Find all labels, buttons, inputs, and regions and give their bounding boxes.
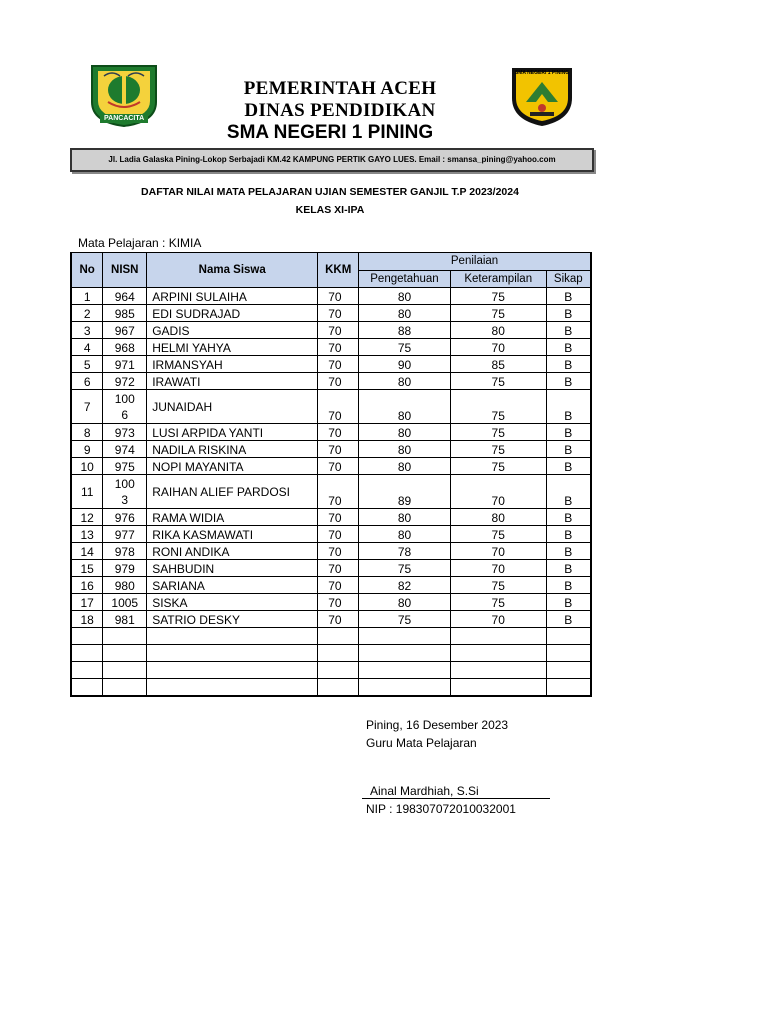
cell-sikap: B	[546, 288, 591, 305]
empty-cell	[450, 679, 546, 697]
cell-nisn: 972	[103, 373, 147, 390]
cell-keterampilan: 75	[450, 441, 546, 458]
cell-kkm: 70	[318, 475, 359, 509]
empty-cell	[71, 679, 103, 697]
table-row	[71, 458, 591, 475]
cell-kkm: 70	[318, 543, 359, 560]
empty-cell	[359, 645, 451, 662]
grades-table	[70, 252, 592, 697]
empty-cell	[147, 628, 318, 645]
cell-name: IRAWATI	[147, 373, 318, 390]
subject-label: Mata Pelajaran : KIMIA	[78, 236, 202, 250]
cell-pengetahuan: 75	[359, 339, 451, 356]
cell-pengetahuan: 75	[359, 611, 451, 628]
col-header-pengetahuan: Pengetahuan	[359, 270, 451, 288]
cell-keterampilan: 75	[450, 526, 546, 543]
cell-name: GADIS	[147, 322, 318, 339]
cell-sikap: B	[546, 373, 591, 390]
document-title: DAFTAR NILAI MATA PELAJARAN UJIAN SEMESTER GANJIL T.P 2023/2024	[141, 186, 519, 198]
cell-kkm: 70	[318, 288, 359, 305]
cell-keterampilan: 80	[450, 509, 546, 526]
cell-nisn: 975	[103, 458, 147, 475]
cell-pengetahuan: 80	[359, 594, 451, 611]
cell-name: IRMANSYAH	[147, 356, 318, 373]
cell-sikap: B	[546, 322, 591, 339]
signature-line	[362, 798, 550, 799]
place-date: Pining, 16 Desember 2023	[366, 718, 509, 732]
table-row	[71, 373, 591, 390]
empty-cell	[71, 628, 103, 645]
cell-pengetahuan: 80	[359, 458, 451, 475]
empty-cell	[147, 662, 318, 679]
cell-nisn: 980	[103, 577, 147, 594]
aceh-emblem-text: PANCACITA	[104, 115, 145, 122]
col-header-no: No	[71, 253, 103, 288]
cell-name: JUNAIDAH	[147, 390, 318, 424]
empty-table-row	[71, 662, 591, 679]
cell-nisn: 981	[103, 611, 147, 628]
cell-no: 6	[71, 373, 103, 390]
cell-no: 12	[71, 509, 103, 526]
cell-nisn: 974	[103, 441, 147, 458]
cell-sikap: B	[546, 475, 591, 509]
cell-kkm: 70	[318, 577, 359, 594]
table-row	[71, 594, 591, 611]
table-row	[71, 305, 591, 322]
cell-no: 16	[71, 577, 103, 594]
cell-pengetahuan: 80	[359, 390, 451, 424]
table-row	[71, 543, 591, 560]
table-row	[71, 390, 591, 424]
empty-cell	[546, 628, 591, 645]
cell-pengetahuan: 80	[359, 441, 451, 458]
school-emblem-text: SMA NEGERI 1 PINING	[514, 70, 570, 76]
cell-no: 17	[71, 594, 103, 611]
cell-nisn: 967	[103, 322, 147, 339]
cell-name: LUSI ARPIDA YANTI	[147, 424, 318, 441]
cell-keterampilan: 85	[450, 356, 546, 373]
cell-nisn-line: 6	[121, 407, 129, 422]
cell-no: 5	[71, 356, 103, 373]
class-label: KELAS XI-IPA	[295, 204, 365, 216]
empty-cell	[450, 628, 546, 645]
cell-no: 1	[71, 288, 103, 305]
cell-sikap: B	[546, 339, 591, 356]
cell-keterampilan: 75	[450, 458, 546, 475]
col-header-penilaian: Penilaian	[359, 253, 591, 271]
table-row	[71, 560, 591, 577]
empty-cell	[318, 662, 359, 679]
cell-no: 14	[71, 543, 103, 560]
cell-nisn-line: 100	[114, 476, 135, 491]
cell-name: RAIHAN ALIEF PARDOSI	[147, 475, 318, 509]
table-row	[71, 441, 591, 458]
col-header-keterampilan: Keterampilan	[450, 270, 546, 288]
cell-no: 7	[71, 390, 103, 424]
table-row	[71, 509, 591, 526]
empty-cell	[103, 645, 147, 662]
table-row	[71, 526, 591, 543]
cell-name: SISKA	[147, 594, 318, 611]
empty-cell	[546, 679, 591, 697]
department-heading: DINAS PENDIDIKAN	[244, 100, 436, 121]
school-name-heading: SMA NEGERI 1 PINING	[226, 122, 434, 143]
cell-sikap: B	[546, 526, 591, 543]
cell-keterampilan: 75	[450, 577, 546, 594]
cell-nisn: 985	[103, 305, 147, 322]
empty-table-row	[71, 645, 591, 662]
cell-kkm: 70	[318, 305, 359, 322]
cell-nisn: 973	[103, 424, 147, 441]
cell-sikap: B	[546, 577, 591, 594]
cell-sikap: B	[546, 543, 591, 560]
cell-sikap: B	[546, 458, 591, 475]
cell-pengetahuan: 75	[359, 560, 451, 577]
signer-name: Ainal Mardhiah, S.Si	[370, 784, 479, 798]
cell-nisn	[103, 475, 147, 509]
table-row	[71, 475, 591, 509]
cell-nisn: 979	[103, 560, 147, 577]
cell-keterampilan: 75	[450, 424, 546, 441]
cell-sikap: B	[546, 424, 591, 441]
cell-name: RONI ANDIKA	[147, 543, 318, 560]
cell-kkm: 70	[318, 339, 359, 356]
empty-cell	[359, 679, 451, 697]
cell-keterampilan: 75	[450, 373, 546, 390]
empty-cell	[450, 645, 546, 662]
table-row	[71, 611, 591, 628]
empty-cell	[359, 662, 451, 679]
cell-name: SATRIO DESKY	[147, 611, 318, 628]
cell-nisn-line: 100	[114, 391, 135, 406]
government-heading: PEMERINTAH ACEH	[243, 78, 437, 99]
cell-keterampilan: 70	[450, 339, 546, 356]
cell-kkm: 70	[318, 509, 359, 526]
cell-name: SAHBUDIN	[147, 560, 318, 577]
table-row	[71, 424, 591, 441]
cell-kkm: 70	[318, 526, 359, 543]
cell-pengetahuan: 78	[359, 543, 451, 560]
table-row	[71, 339, 591, 356]
cell-no: 2	[71, 305, 103, 322]
cell-sikap: B	[546, 611, 591, 628]
cell-nisn: 978	[103, 543, 147, 560]
cell-keterampilan: 75	[450, 305, 546, 322]
cell-name: NOPI MAYANITA	[147, 458, 318, 475]
empty-cell	[450, 662, 546, 679]
signer-nip: NIP : 198307072010032001	[366, 802, 516, 816]
cell-kkm: 70	[318, 458, 359, 475]
cell-keterampilan: 75	[450, 288, 546, 305]
empty-cell	[546, 662, 591, 679]
col-header-name: Nama Siswa	[147, 253, 318, 288]
cell-name: RAMA WIDIA	[147, 509, 318, 526]
cell-name: NADILA RISKINA	[147, 441, 318, 458]
cell-name: ARPINI SULAIHA	[147, 288, 318, 305]
cell-sikap: B	[546, 560, 591, 577]
cell-name: RIKA KASMAWATI	[147, 526, 318, 543]
empty-table-row	[71, 679, 591, 697]
cell-pengetahuan: 80	[359, 424, 451, 441]
empty-table-row	[71, 628, 591, 645]
cell-nisn: 964	[103, 288, 147, 305]
cell-kkm: 70	[318, 373, 359, 390]
cell-pengetahuan: 80	[359, 305, 451, 322]
cell-pengetahuan: 80	[359, 509, 451, 526]
empty-cell	[71, 645, 103, 662]
cell-name: SARIANA	[147, 577, 318, 594]
cell-kkm: 70	[318, 611, 359, 628]
cell-no: 9	[71, 441, 103, 458]
cell-kkm: 70	[318, 441, 359, 458]
cell-kkm: 70	[318, 560, 359, 577]
cell-pengetahuan: 88	[359, 322, 451, 339]
cell-kkm: 70	[318, 390, 359, 424]
cell-name: EDI SUDRAJAD	[147, 305, 318, 322]
address-bar: Jl. Ladia Galaska Pining-Lokop Serbajadi KM.42 KAMPUNG PERTIK GAYO LUES. Email : smansa_pining@yahoo.com	[70, 148, 594, 172]
cell-no: 18	[71, 611, 103, 628]
cell-no: 10	[71, 458, 103, 475]
table-row	[71, 288, 591, 305]
cell-nisn	[103, 390, 147, 424]
cell-nisn-line: 3	[121, 492, 129, 507]
cell-nisn: 977	[103, 526, 147, 543]
cell-sikap: B	[546, 441, 591, 458]
cell-no: 15	[71, 560, 103, 577]
cell-name: HELMI YAHYA	[147, 339, 318, 356]
empty-cell	[103, 662, 147, 679]
empty-cell	[318, 628, 359, 645]
cell-no: 13	[71, 526, 103, 543]
empty-cell	[147, 679, 318, 697]
cell-kkm: 70	[318, 356, 359, 373]
cell-kkm: 70	[318, 594, 359, 611]
col-header-sikap: Sikap	[546, 270, 591, 288]
cell-keterampilan: 80	[450, 322, 546, 339]
empty-cell	[359, 628, 451, 645]
cell-pengetahuan: 80	[359, 526, 451, 543]
empty-cell	[147, 645, 318, 662]
cell-keterampilan: 70	[450, 475, 546, 509]
cell-pengetahuan: 90	[359, 356, 451, 373]
cell-pengetahuan: 80	[359, 288, 451, 305]
cell-keterampilan: 70	[450, 560, 546, 577]
cell-keterampilan: 70	[450, 543, 546, 560]
cell-keterampilan: 75	[450, 390, 546, 424]
table-row	[71, 322, 591, 339]
col-header-kkm: KKM	[318, 253, 359, 288]
cell-nisn: 1005	[103, 594, 147, 611]
cell-sikap: B	[546, 305, 591, 322]
empty-cell	[318, 679, 359, 697]
cell-no: 4	[71, 339, 103, 356]
cell-keterampilan: 70	[450, 611, 546, 628]
cell-sikap: B	[546, 594, 591, 611]
cell-pengetahuan: 89	[359, 475, 451, 509]
cell-kkm: 70	[318, 424, 359, 441]
empty-cell	[103, 679, 147, 697]
empty-cell	[71, 662, 103, 679]
cell-sikap: B	[546, 356, 591, 373]
cell-keterampilan: 75	[450, 594, 546, 611]
table-row	[71, 577, 591, 594]
table-row	[71, 356, 591, 373]
cell-nisn: 971	[103, 356, 147, 373]
cell-kkm: 70	[318, 322, 359, 339]
empty-cell	[318, 645, 359, 662]
empty-cell	[103, 628, 147, 645]
cell-no: 8	[71, 424, 103, 441]
cell-nisn: 968	[103, 339, 147, 356]
signer-role: Guru Mata Pelajaran	[366, 736, 477, 750]
cell-pengetahuan: 82	[359, 577, 451, 594]
cell-no: 11	[71, 475, 103, 509]
cell-nisn: 976	[103, 509, 147, 526]
col-header-nisn: NISN	[103, 253, 147, 288]
cell-pengetahuan: 80	[359, 373, 451, 390]
cell-sikap: B	[546, 390, 591, 424]
cell-no: 3	[71, 322, 103, 339]
cell-sikap: B	[546, 509, 591, 526]
empty-cell	[546, 645, 591, 662]
